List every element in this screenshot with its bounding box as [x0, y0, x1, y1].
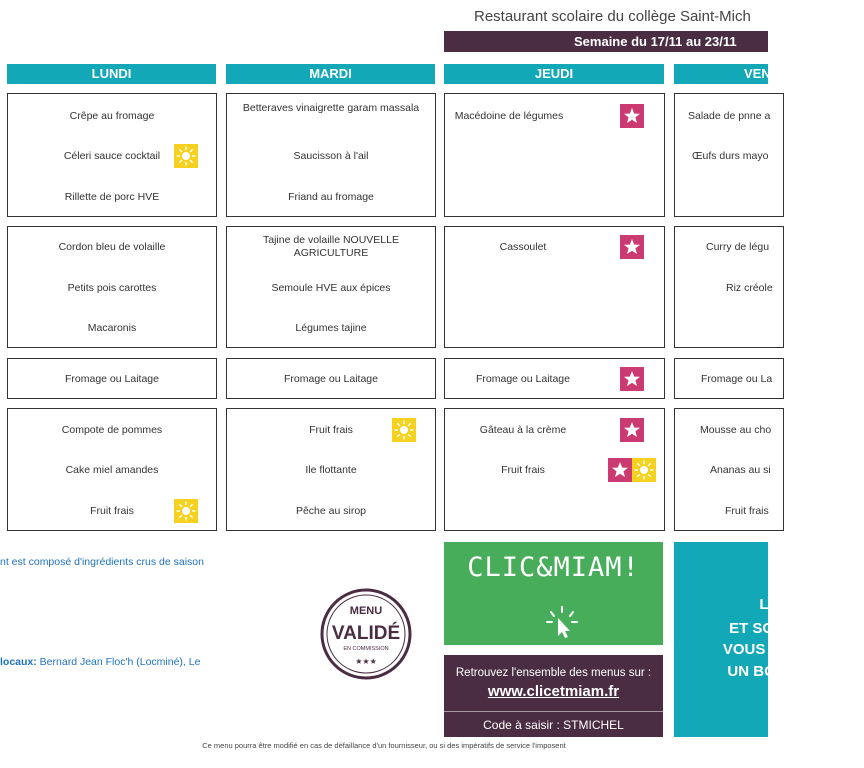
dish: Fromage ou Laitage: [476, 373, 570, 385]
dish: Cassoulet: [499, 241, 547, 253]
divider: [444, 711, 663, 712]
sun-icon: [632, 458, 656, 482]
stamp-sub: EN COMMISSION: [343, 646, 389, 652]
dish: Macaronis: [87, 322, 137, 334]
jeudi-main-box: [444, 226, 665, 348]
sun-icon: [174, 499, 198, 523]
dish: Fromage ou Laitage: [284, 373, 378, 385]
cursor-click-icon: [542, 605, 582, 639]
lundi-cheese-box: [7, 358, 217, 399]
dish: Ananas au si: [710, 464, 771, 476]
jeudi-dessert-box: [444, 408, 665, 531]
jeudi-cheese-box: [444, 358, 665, 399]
jeudi-starter-box: [444, 93, 665, 217]
vendredi-cheese-box: [674, 358, 784, 399]
day-header-vendredi: VEN: [674, 64, 768, 84]
dish: Céleri sauce cocktail: [63, 150, 161, 162]
local-producers-text: Bernard Jean Floc'h (Locminé), Le: [36, 656, 201, 668]
mardi-dessert-box: [226, 408, 436, 531]
dish: Crêpe au fromage: [69, 110, 155, 122]
dish: Pêche au sirop: [295, 505, 367, 517]
day-header-jeudi: JEUDI: [444, 64, 664, 84]
mardi-cheese-box: [226, 358, 436, 399]
page-title: Restaurant scolaire du collège Saint-Mich: [474, 8, 751, 25]
teal-line: UN BON: [727, 663, 787, 680]
star-icon: [608, 458, 632, 482]
dish: Saucisson à l'ail: [293, 150, 369, 162]
star-icon: [620, 418, 644, 442]
stamp-stars: ★★★: [355, 657, 377, 666]
local-producers-note: [0, 656, 200, 668]
lundi-starter-box: [7, 93, 217, 217]
dish: Rillette de porc HVE: [64, 191, 160, 203]
clicetmiam-logo-block: [444, 542, 663, 645]
dish: Légumes tajine: [295, 322, 367, 334]
dish: Fruit frais: [90, 505, 134, 517]
dish: Gâteau à la crème: [479, 424, 567, 436]
dish: Semoule HVE aux épices: [271, 282, 391, 294]
day-header-mardi: MARDI: [226, 64, 435, 84]
teal-line: LE: [759, 596, 779, 613]
dish: Petits pois carottes: [67, 282, 157, 294]
stamp-top: MENU: [349, 605, 383, 617]
menu-valide-stamp: [320, 588, 412, 680]
dish: Salade de pnne a: [688, 110, 771, 122]
menus-website-link[interactable]: www.clicetmiam.fr: [487, 683, 620, 700]
menus-link-block: [444, 655, 663, 737]
stamp-main: VALIDÉ: [331, 623, 401, 644]
clicetmiam-logo-text: CLIC&MIAM!: [467, 552, 640, 583]
week-label: Semaine du 17/11 au 23/11: [574, 34, 737, 49]
local-producers-label: locaux:: [0, 656, 37, 668]
dish: Fromage ou Laitage: [65, 373, 159, 385]
dish: Friand au fromage: [288, 191, 374, 203]
dish: Tajine de volaille NOUVELLE AGRICULTURE: [263, 234, 399, 259]
teal-line: VOUS SO: [722, 641, 792, 658]
dish: Compote de pommes: [61, 424, 163, 436]
teal-line: ET SON: [729, 620, 785, 637]
lundi-main-box: [7, 226, 217, 348]
dish: Betteraves vinaigrette garam massala: [242, 102, 420, 114]
vendredi-starter-box: [674, 93, 784, 217]
dish: Macédoine de légumes: [454, 110, 564, 122]
raw-seasonal-note: nt est composé d'ingrédients crus de saison: [0, 556, 204, 568]
dish: Cordon bleu de volaille: [58, 241, 166, 253]
dish: Fruit frais: [725, 505, 769, 517]
dish: Fruit frais: [309, 424, 353, 436]
dish: Œufs durs mayo: [692, 150, 769, 162]
vendredi-dessert-box: [674, 408, 784, 531]
lundi-dessert-box: [7, 408, 217, 531]
footer-disclaimer: Ce menu pourra être modifié en cas de défaillance d'un fournisseur, ou si des impératifs de service l'imposent: [202, 741, 566, 750]
dish: Ile flottante: [305, 464, 357, 476]
sun-icon: [392, 418, 416, 442]
dish: Riz créole: [726, 282, 773, 294]
dish: Mousse au cho: [700, 424, 772, 436]
menus-find-text: Retrouvez l'ensemble des menus sur :: [455, 667, 652, 679]
dish: Curry de légu: [706, 241, 770, 253]
star-icon: [620, 235, 644, 259]
mardi-main-box: [226, 226, 436, 348]
sun-icon: [174, 144, 198, 168]
menus-access-code: Code à saisir : STMICHEL: [483, 718, 624, 732]
dish: Fruit frais: [501, 464, 545, 476]
day-header-lundi: LUNDI: [7, 64, 216, 84]
vendredi-main-box: [674, 226, 784, 348]
star-icon: [620, 367, 644, 391]
star-icon: [620, 104, 644, 128]
dish: Fromage ou La: [701, 373, 773, 385]
week-banner: [444, 31, 768, 52]
teal-message-box: [674, 542, 792, 737]
dish: Cake miel amandes: [65, 464, 159, 476]
mardi-starter-box: [226, 93, 436, 217]
